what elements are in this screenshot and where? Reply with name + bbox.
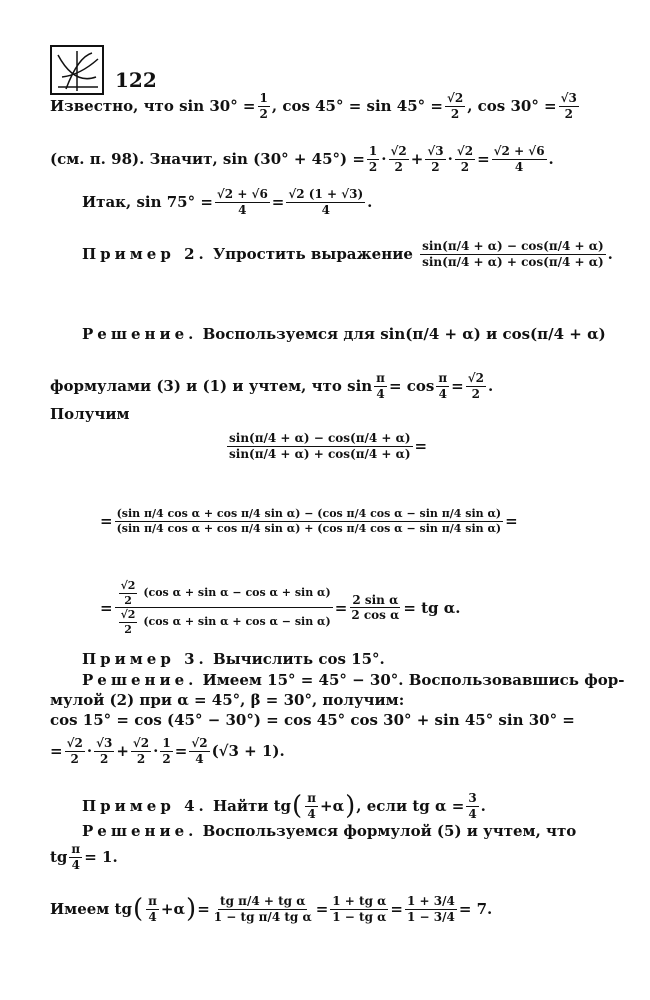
fraction <box>212 895 314 923</box>
text: = cos <box>388 377 435 396</box>
fraction <box>160 737 172 765</box>
denominator: 2 <box>124 593 132 607</box>
text: = tg α. <box>403 598 461 617</box>
text: tg <box>50 848 68 867</box>
text: Имеем 15° = 45° − 30°. Воспользовавшись фор- <box>202 671 625 689</box>
denominator: 4 <box>238 202 247 217</box>
text: Найти tg <box>212 797 292 816</box>
paren-right: ) <box>345 791 356 822</box>
fraction <box>215 188 270 216</box>
numerator: 1 <box>162 736 171 750</box>
text: формулами (3) и (1) и учтем, что sin <box>50 377 373 396</box>
numerator: √2 <box>467 371 484 385</box>
numerator: tg π/4 + tg α <box>220 894 306 908</box>
fraction <box>115 580 333 635</box>
denominator: 4 <box>376 386 385 401</box>
fraction <box>115 508 504 534</box>
text: = 7. <box>458 900 493 919</box>
numerator: sin(π/4 + α) − cos(π/4 + α) <box>422 239 604 253</box>
fraction <box>349 594 401 622</box>
text: Итак, sin 75° = <box>82 193 213 212</box>
text: Воспользуемся для sin(π/4 + α) и cos(π/4 + α) <box>202 325 606 343</box>
denominator: 2 <box>564 106 573 121</box>
denominator: sin(π/4 + α) + cos(π/4 + α) <box>229 446 411 461</box>
denominator: sin(π/4 + α) + cos(π/4 + α) <box>422 254 604 269</box>
fraction <box>94 737 114 765</box>
example-label: Пример 4. <box>82 797 208 816</box>
numerator: π <box>71 842 81 856</box>
fraction <box>405 895 457 923</box>
example-label: Пример 3. <box>82 650 208 668</box>
fraction <box>425 145 445 173</box>
fraction <box>131 737 151 765</box>
fraction <box>65 737 85 765</box>
text: , cos 30° = <box>467 97 557 116</box>
fraction <box>445 92 465 120</box>
denominator: 4 <box>438 386 447 401</box>
text: = 1. <box>84 848 118 867</box>
solution-2-heading <box>82 325 606 343</box>
denominator: 2 <box>431 159 440 174</box>
text-line-known-values <box>50 92 581 120</box>
text-line: мулой (2) при α = 45°, β = 30°, получим: <box>50 691 405 709</box>
fraction <box>367 145 379 173</box>
fraction <box>119 580 138 606</box>
text: (√3 + 1). <box>211 742 285 761</box>
solution-3-heading <box>82 671 624 689</box>
denominator: 1 − tg π/4 tg α <box>213 909 312 924</box>
numerator: √2 <box>191 736 208 750</box>
fraction <box>189 737 209 765</box>
numerator: 3 <box>468 791 477 805</box>
text: Вычислить cos 15°. <box>212 650 385 668</box>
numerator: π <box>438 371 448 385</box>
solution-label: Решение. <box>82 325 198 343</box>
numerator: √2 <box>120 608 136 622</box>
fraction <box>455 145 475 173</box>
fraction <box>559 92 579 120</box>
text-line: cos 15° = cos (45° − 30°) = cos 45° cos 30° + sin 45° sin 30° = <box>50 711 575 729</box>
numerator: √2 <box>132 736 150 750</box>
fraction <box>119 609 138 635</box>
numerator: √3 <box>427 144 444 158</box>
numerator: √2 + √6 <box>216 187 268 201</box>
fraction <box>258 92 270 120</box>
solution-label: Решение. <box>82 671 198 689</box>
fraction <box>492 145 547 173</box>
denominator: 2 <box>259 106 268 121</box>
example-label: Пример 2. <box>82 245 208 264</box>
numerator <box>115 580 333 608</box>
solution-label: Решение. <box>82 822 198 840</box>
denominator: 4 <box>195 751 204 766</box>
fraction <box>286 188 365 216</box>
example-4-heading: Пример 4. Найти tg ( $\frac{\pi}{4}$ +α ) , если tg α = $\frac{3}{4}$ . <box>82 791 486 822</box>
denominator: 2 <box>368 159 378 174</box>
paren-right: ) <box>186 894 197 925</box>
text: (см. п. 98). Значит, sin (30° + 45°) = <box>50 150 365 169</box>
denominator: 2 <box>136 751 146 766</box>
denominator: 2 <box>124 622 132 636</box>
denominator: 4 <box>514 159 524 174</box>
text-line-sin75: Итак, sin 75° = $\frac{√2 + √6}{4}$ = $\frac{√2 (1 + √3)}{4}$ . <box>82 187 373 217</box>
solution-4-heading <box>82 822 576 840</box>
numerator: √2 <box>446 91 464 105</box>
numerator: 1 <box>368 144 378 158</box>
text-line-sum-formula: (см. п. 98). Значит, sin (30° + 45°) = $\frac{1}{2}$ · $\frac{√2}{2}$ + $\frac{√3}{2}$ · $\frac{√2}{2}$ = $\frac{√2 + √6}{4}$ . <box>50 144 554 174</box>
equation-3: = $\frac{√2}{2}$ (cos α + sin α − cos α + sin α) $\frac{√2}{2}$ (cos α + sin α + cos α − sin α) = $\frac{\text{2 sin α}}{\text{2 cos α}}$ = tg α. <box>100 579 461 636</box>
fraction <box>436 372 449 400</box>
fraction <box>305 792 318 820</box>
numerator: 1 + 3/4 <box>406 894 455 908</box>
numerator: 2 sin α <box>352 592 399 607</box>
denominator: 4 <box>148 909 157 924</box>
graph-curves-icon <box>50 45 104 95</box>
numerator: 1 + tg α <box>332 894 387 908</box>
denominator: 2 <box>471 386 481 401</box>
denominator: (sin π/4 cos α + cos π/4 sin α) + (cos π/4 cos α − sin π/4 sin α) <box>116 521 502 535</box>
fraction <box>374 372 387 400</box>
fraction <box>420 240 606 268</box>
paren-left: ( <box>292 791 303 822</box>
example-2-heading: Пример 2. Упростить выражение $\frac{\sin(\pi/4 + \alpha) - \cos(\pi/4 + \alpha)}{\sin(\pi/4 + \alpha) + \cos(\pi/4 + \alpha)}$ . <box>82 239 613 269</box>
denominator: 2 <box>70 751 79 766</box>
numerator: √2 <box>456 144 474 158</box>
text: Известно, что sin 30° = <box>50 97 256 116</box>
text: (cos α + sin α + cos α − sin α) <box>143 615 331 629</box>
numerator: π <box>148 894 157 908</box>
text: Упростить выражение <box>212 245 413 264</box>
denominator: 1 − tg α <box>332 909 387 924</box>
denominator: 2 cos α <box>351 608 400 623</box>
numerator: √3 <box>96 736 113 750</box>
fraction <box>389 145 409 173</box>
fraction <box>466 792 478 820</box>
equation-1: $\frac{\sin(\pi/4 + \alpha) - \cos(\pi/4 + \alpha)}{\sin(\pi/4 + \alpha) + \cos(\pi/4 + \alpha)}$ = <box>229 431 428 461</box>
denominator: 4 <box>307 806 316 821</box>
denominator: 2 <box>394 159 403 174</box>
example-3-heading <box>82 650 385 668</box>
numerator: √2 + √6 <box>493 144 545 158</box>
text-line-cos15-result: = $\frac{√2}{2}$ · $\frac{√3}{2}$ + $\frac{√2}{2}$ · $\frac{1}{2}$ = $\frac{√2}{4}$ (√3 + 1). <box>50 736 285 766</box>
text-line-tg-pi4 <box>50 843 118 871</box>
denominator: 4 <box>71 857 80 872</box>
text: Имеем tg <box>50 900 132 919</box>
denominator: 2 <box>162 751 171 766</box>
numerator: √3 <box>560 91 577 105</box>
denominator: 2 <box>100 751 109 766</box>
paren-left: ( <box>132 894 144 925</box>
text-line-tg-result: Имеем tg ( $\frac{\pi}{4}$ +α ) = $\frac{\text{tg π/4 + tg α}}{\text{1 − tg π/4 tg α}}$ = $\frac{\text{1 + tg α}}{\text{1 − tg α}}$ = $\frac{1 + 3/4}{1 - 3/4}$ = 7. <box>50 894 493 925</box>
text-line-formulas: формулами (3) и (1) и учтем, что sin $\frac{\pi}{4}$ = cos $\frac{\pi}{4}$ = $\frac{√2}{2}$ . <box>50 371 494 401</box>
fraction <box>227 432 413 460</box>
text: (cos α + sin α − cos α + sin α) <box>143 586 331 600</box>
numerator: √2 <box>120 579 136 592</box>
denominator <box>115 608 333 635</box>
numerator: π <box>376 371 385 385</box>
numerator: π <box>307 791 316 805</box>
fraction <box>69 843 82 871</box>
text: = <box>451 377 464 396</box>
fraction <box>146 895 159 923</box>
fraction <box>466 372 486 400</box>
text: Воспользуемся формулой (5) и учтем, что <box>202 822 577 840</box>
denominator: 1 − 3/4 <box>406 909 455 924</box>
text: , если tg α = <box>356 797 465 816</box>
denominator: 4 <box>468 806 477 821</box>
text-line-get: Получим <box>50 405 130 423</box>
numerator: √2 <box>390 144 407 158</box>
text: , cos 45° = sin 45° = <box>271 97 443 116</box>
denominator: 2 <box>460 159 470 174</box>
numerator: √2 (1 + √3) <box>288 187 364 201</box>
fraction <box>330 895 388 923</box>
numerator: √2 <box>66 736 83 750</box>
numerator: sin(π/4 + α) − cos(π/4 + α) <box>229 431 411 445</box>
numerator: (sin π/4 cos α + cos π/4 sin α) − (cos π/4 cos α − sin π/4 sin α) <box>116 507 502 520</box>
numerator: 1 <box>259 91 268 105</box>
page-number: 122 <box>115 68 157 92</box>
denominator: 4 <box>321 202 330 217</box>
equation-2: = (sin π/4 cos α + cos π/4 sin α) − (cos π/4 cos α − sin π/4 sin α) (sin π/4 cos α + cos π/4 sin α) + (cos π/4 cos α − sin π/4 sin α) = <box>100 507 518 535</box>
denominator: 2 <box>450 106 460 121</box>
